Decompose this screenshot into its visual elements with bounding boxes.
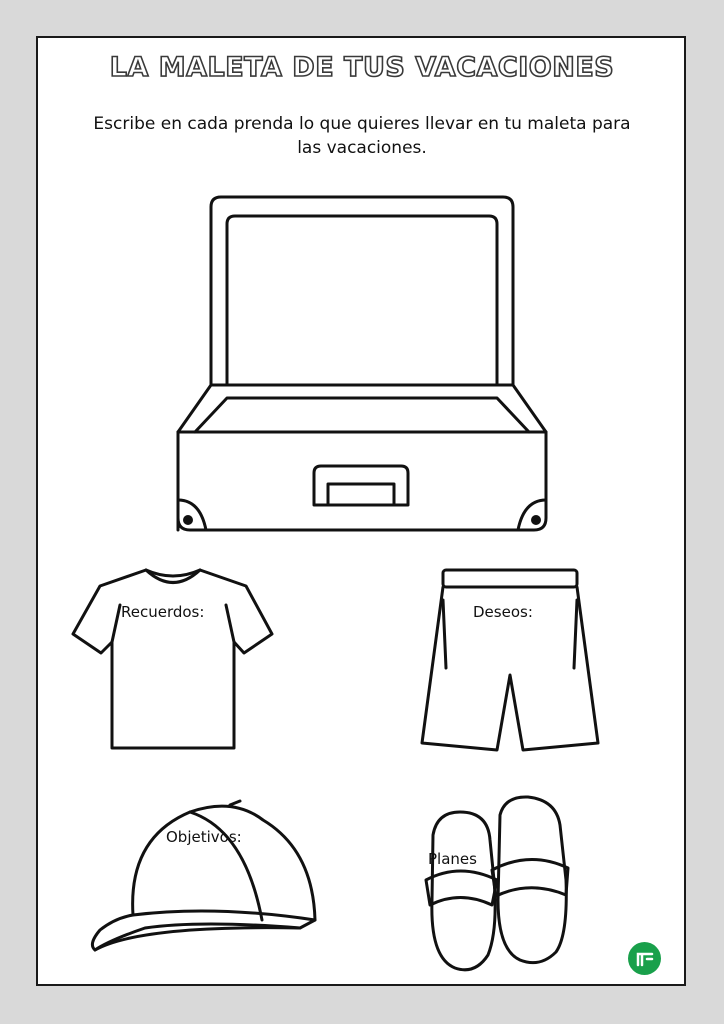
cap-icon (92, 801, 315, 950)
shorts-icon (422, 570, 598, 750)
logo-icon (628, 942, 661, 975)
instructions-text: Escribe en cada prenda lo que quieres llevar en tu maleta para las vacaciones. (93, 114, 631, 158)
suitcase-icon (178, 197, 546, 530)
sandals-icon (426, 797, 568, 970)
tshirt-icon (73, 570, 272, 748)
label-objetivos: Objetivos: (166, 828, 242, 846)
label-planes: Planes (428, 850, 477, 868)
label-recuerdos: Recuerdos: (121, 603, 205, 621)
worksheet-title: LA MALETA DE TUS VACACIONES (109, 52, 615, 83)
label-deseos: Deseos: (473, 603, 533, 621)
